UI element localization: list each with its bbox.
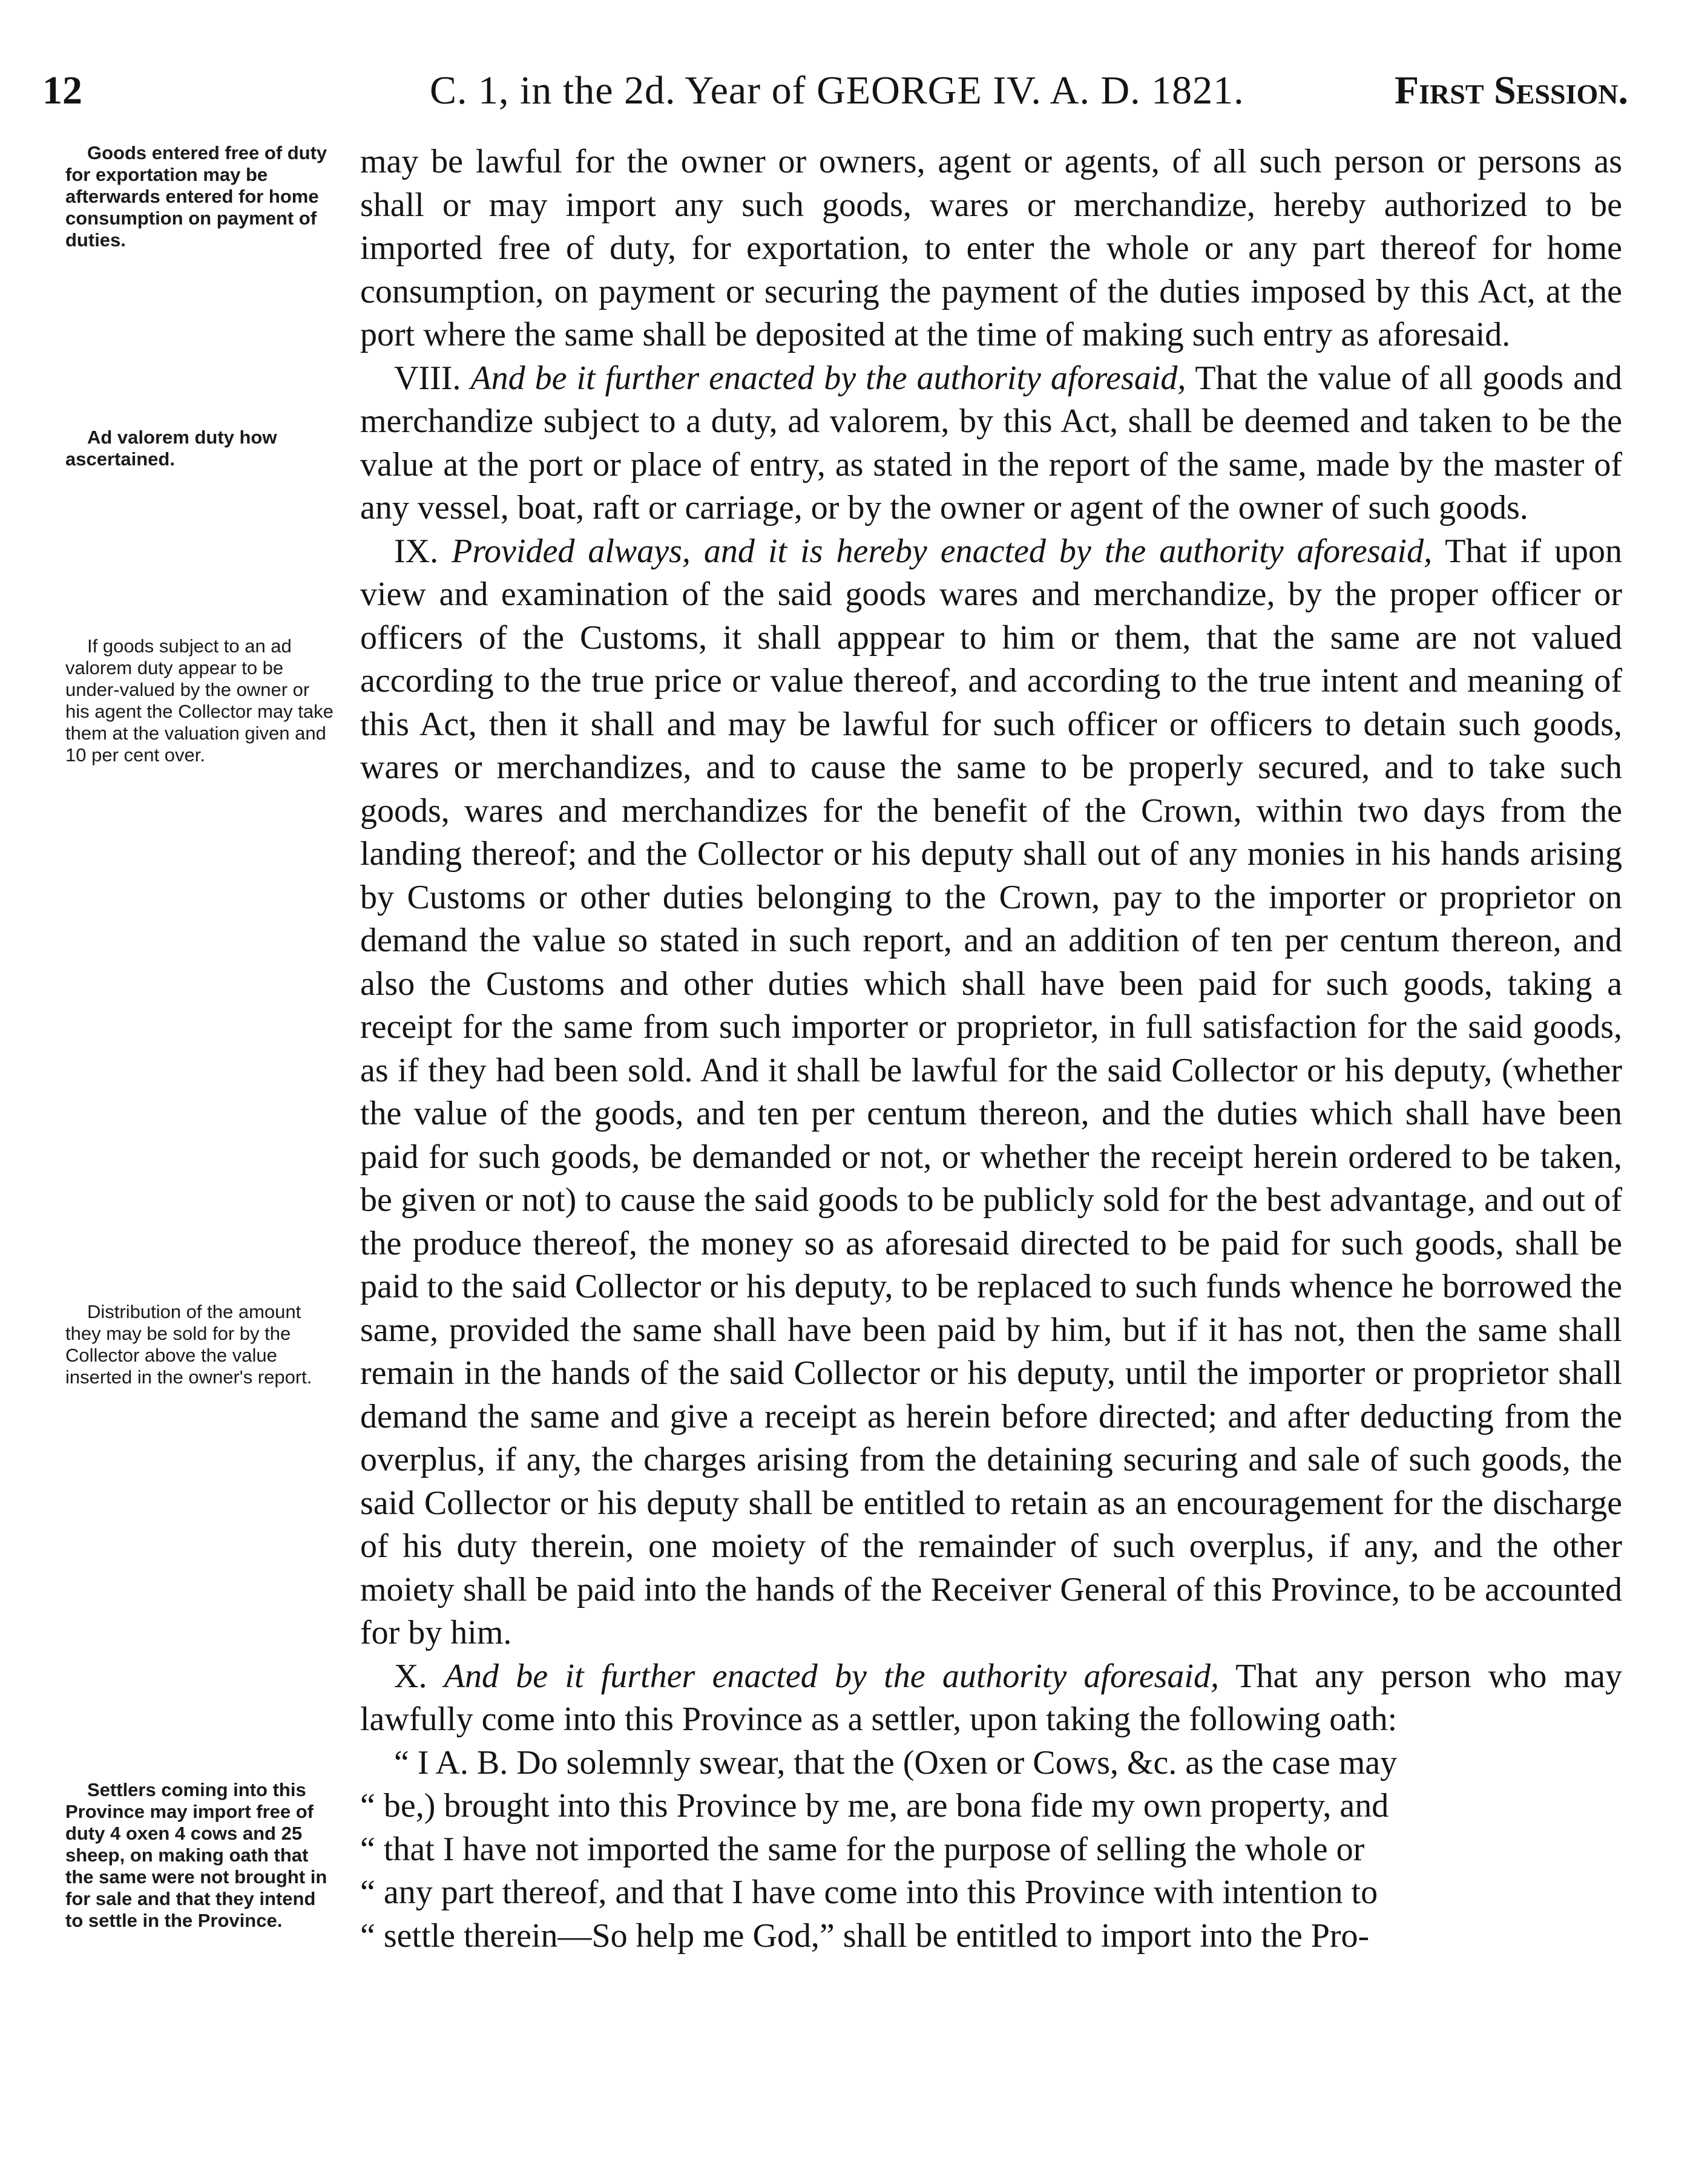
oath-line: “ that I have not imported the same for the purpose of selling the whole or bbox=[360, 1830, 1365, 1868]
enacting-clause: Provided always, and it is hereby enacted by the authority aforesaid, bbox=[452, 532, 1433, 570]
oath-line: “ I A. B. Do solemnly swear, that the (Oxen or Cows, &c. as the case may bbox=[394, 1743, 1398, 1782]
running-header bbox=[42, 61, 1628, 121]
oath-block bbox=[360, 1742, 1622, 1958]
running-title: C. 1, in the 2d. Year of GEORGE IV. A. D. 1821. bbox=[430, 68, 1244, 113]
marginal-note-goods-entered-free: Goods entered free of duty for exportation may be afterwards entered for home consumption on payment of duties. bbox=[65, 142, 327, 251]
section-text: That any person who may lawfully come into this Province as a settler, upon taking the following oath: bbox=[360, 1657, 1623, 1738]
oath-line: “ be,) brought into this Province by me, are bona fide my own property, and bbox=[360, 1787, 1389, 1825]
oath-line: “ settle therein—So help me God,” shall be entitled to import into the Pro- bbox=[360, 1917, 1370, 1955]
paragraph-continued: may be lawful for the owner or owners, agent or agents, of all such person or persons as shall or may import any such goods, wares or merchandize, hereby authorized to be imported free of duty, for exportation, to enter the whole or any part thereof for home consumption, on payment or securing the payment of the duties imposed by this Act, at the port where the same shall be deposited at the time of making such entry as aforesaid. bbox=[360, 143, 1622, 353]
section-number: VIII. bbox=[394, 359, 461, 397]
section-x bbox=[360, 1655, 1622, 1742]
section-ix bbox=[360, 530, 1622, 1655]
page-number: 12 bbox=[42, 68, 82, 113]
section-number: IX. bbox=[394, 532, 439, 570]
marginal-note-ad-valorem-duty: Ad valorem duty how ascertained. bbox=[65, 427, 277, 470]
marginal-note-settlers: Settlers coming into this Province may import free of duty 4 oxen 4 cows and 25 sheep, on making oath that the same were not brought in for sale and that they intend to settle in the Province. bbox=[65, 1779, 327, 1931]
section-viii bbox=[360, 357, 1622, 530]
enacting-clause: And be it further enacted by the authority aforesaid, bbox=[470, 359, 1186, 397]
oath-line: “ any part thereof, and that I have come into this Province with intention to bbox=[360, 1874, 1378, 1911]
enacting-clause: And be it further enacted by the authority aforesaid, bbox=[444, 1657, 1219, 1695]
main-text bbox=[360, 140, 1622, 1958]
section-text: That the value of all goods and merchandize subject to a duty, ad valorem, by this Act, shall be deemed and taken to be the value at the port or place of entry, as stated in the report of the same, made by the master of any vessel, boat, raft or carriage, or by the owner or agent of the owner of such goods. bbox=[360, 359, 1622, 526]
section-number: X. bbox=[394, 1657, 427, 1695]
marginal-note-under-valued-goods: If goods subject to an ad valorem duty appear to be under-valued by the owner or his agent the Collector may take them at the valuation given and 10 per cent over. bbox=[65, 635, 334, 766]
section-text: That if upon view and examination of the said goods wares and merchandize, by the proper officer or officers of the Customs, it shall apppear to him or them, that the same are not valued according to the true price or value thereof, and according to the true intent and meaning of this Act, then it shall and may be lawful for such officer or officers to detain such goods, wares or merchandizes, and to cause the same to be properly secured, and to take such goods, wares and merchandizes for the benefit of the Crown, within two days from the landing thereof; and the Collector or his deputy shall out of any monies in his hands arising by Customs or other duties belonging to the Crown, pay to the importer or proprietor on demand the value so stated in such report, and an addition of ten per centum thereon, and also the Customs and other duties which shall have been paid for such goods, taking a receipt for the same from such importer or proprietor, in full satisfaction for the said goods, as if they had been sold. And it shall be lawful for the said Collector or his deputy, (whether the value of the goods, and ten per centum thereon, and the duties which shall have been paid for such goods, be demanded or not, or whether the receipt herein ordered to be taken, be given or not) to cause the said goods to be publicly sold for the best advantage, and out of the produce thereof, the money so as aforesaid directed to be paid for such goods, shall be paid to the said Collector or his deputy, to be replaced to such funds whence he borrowed the same, provided the same shall have been paid by him, but if it has not, then the same shall remain in the hands of the said Collector or his deputy, until the importer or proprietor shall demand the same and give a receipt as herein before directed; and after deducting from the overplus, if any, the charges arising from the detaining securing and sale of such goods, the said Collector or his deputy shall be entitled to retain as an encouragement for the discharge of his duty therein, one moiety of the remainder of such overplus, if any, and the other moiety shall be paid into the hands of the Receiver General of this Province, to be accounted for by him. bbox=[360, 532, 1622, 1651]
session-label: First Session. bbox=[1394, 68, 1628, 113]
marginal-note-distribution: Distribution of the amount they may be sold for by the Collector above the value inserted in the owner's report. bbox=[65, 1301, 312, 1388]
